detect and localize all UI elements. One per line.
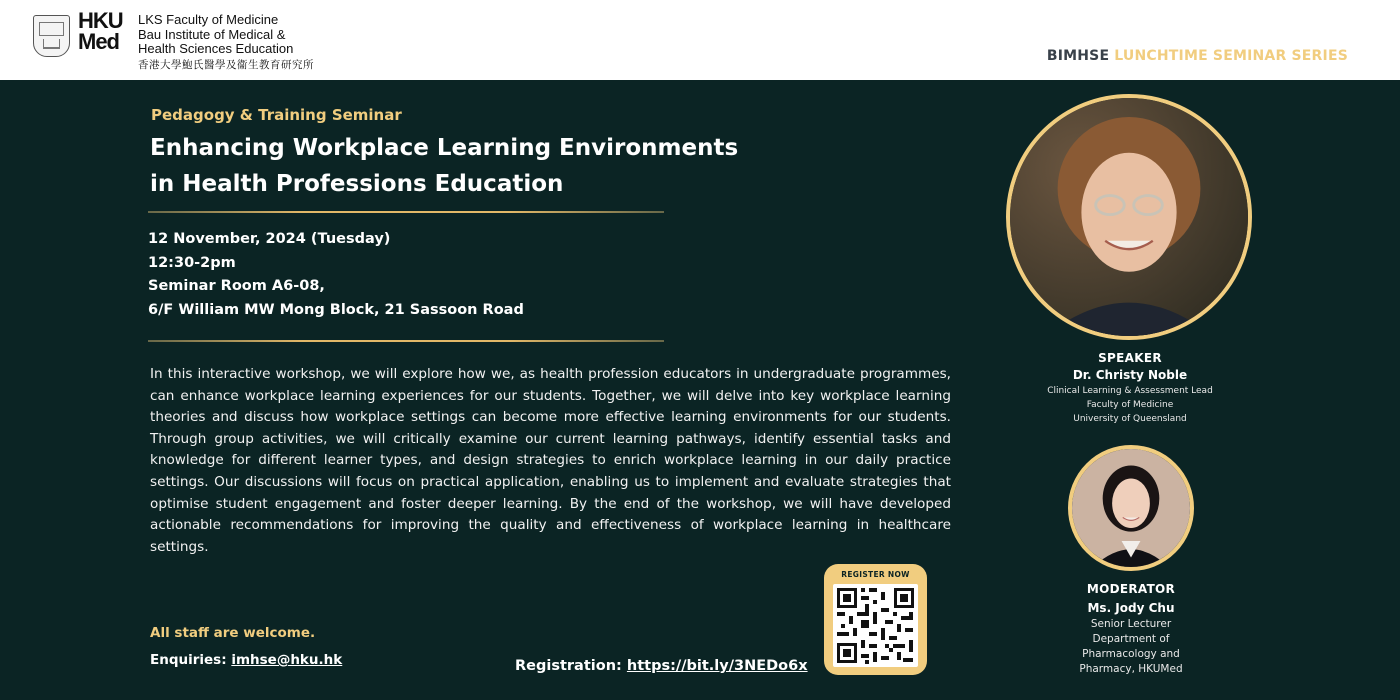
speaker-name: Dr. Christy Noble [1072, 368, 1188, 382]
event-date: 12 November, 2024 (Tuesday) [148, 231, 391, 247]
gold-divider [148, 211, 664, 213]
moderator-aff-line2: Department of [1092, 633, 1170, 645]
moderator-info [1061, 582, 1201, 677]
moderator-photo [1068, 445, 1194, 571]
faculty-line3: Health Sciences Education [138, 41, 294, 56]
series-prefix: BIMHSE [1046, 48, 1110, 64]
event-time: 12:30-2pm [148, 254, 236, 271]
speaker-aff-line3: University of Queensland [1073, 414, 1187, 424]
speaker-aff-line1: Clinical Learning & Assessment Lead [1047, 386, 1213, 396]
moderator-name: Ms. Jody Chu [1087, 601, 1175, 615]
moderator-role-label: MODERATOR [1086, 582, 1176, 596]
registration-label: Registration: [515, 658, 622, 674]
speaker-aff-line2: Faculty of Medicine [1086, 400, 1174, 410]
registration-link[interactable]: https://bit.ly/3NEDo6x [626, 658, 808, 674]
enquiries [150, 652, 342, 668]
series-name: LUNCHTIME SEMINAR SERIES [1114, 48, 1348, 64]
event-title [150, 130, 790, 202]
moderator-affiliation [1061, 617, 1201, 677]
speaker-info [1010, 351, 1250, 426]
seminar-category: Pedagogy & Training Seminar [151, 106, 402, 124]
speaker-photo [1006, 94, 1252, 340]
header-bar [0, 0, 1400, 80]
title-line1: Enhancing Workplace Learning Environments [150, 135, 739, 161]
gold-divider [148, 340, 664, 342]
welcome-note: All staff are welcome. [150, 625, 316, 641]
speaker-affiliation [1010, 384, 1250, 426]
event-venue-room: Seminar Room A6-08, [148, 278, 325, 294]
university-crest-icon [33, 15, 70, 57]
speaker-role-label: SPEAKER [1098, 351, 1162, 365]
faculty-line1: LKS Faculty of Medicine [138, 12, 279, 27]
event-details [148, 228, 524, 322]
faculty-chinese-name: 香港大學鮑氏醫學及衞生教育研究所 [138, 58, 314, 71]
register-now-label: REGISTER NOW [841, 570, 910, 579]
moderator-aff-line1: Senior Lecturer [1090, 618, 1172, 630]
logo-mark-line2: Med [78, 29, 119, 54]
faculty-line2: Bau Institute of Medical & [138, 26, 286, 42]
moderator-aff-line4: Pharmacy, HKUMed [1079, 663, 1183, 675]
title-line2: in Health Professions Education [150, 171, 564, 197]
enquiries-label: Enquiries: [150, 652, 227, 668]
hkumed-logo [78, 10, 123, 52]
faculty-name [138, 13, 314, 72]
poster-body [0, 80, 1400, 700]
event-description: In this interactive workshop, we will explore how we, as health profession educators in undergraduate programmes, can enhance workplace learning experiences for our students. Together, we will delve into key workplace learning theories and discuss how workplace settings can become more effective learning environments for our students. Through group activities, we will critically examine our current learning pathways, identify essential tasks and knowledge for different learner types, and design strategies to enrich workplace learning in our daily practice settings. Our discussions will focus on practical application, enabling us to implement and evaluate strategies that optimise student engagement and foster deeper learning. By the end of the workshop, we will have developed actionable recommendations for improving the quality and effectiveness of workplace learning in healthcare settings. [150, 366, 951, 555]
register-qr-card[interactable] [824, 564, 927, 675]
moderator-aff-line3: Pharmacology and [1082, 648, 1180, 660]
seminar-series-title [1047, 48, 1348, 64]
logo-mark-line1: HKU [78, 8, 123, 33]
event-venue-address: 6/F William MW Mong Block, 21 Sassoon Road [148, 301, 524, 318]
enquiries-email-link[interactable]: imhse@hku.hk [231, 652, 343, 668]
registration [515, 658, 808, 674]
qr-code-icon [833, 584, 918, 667]
